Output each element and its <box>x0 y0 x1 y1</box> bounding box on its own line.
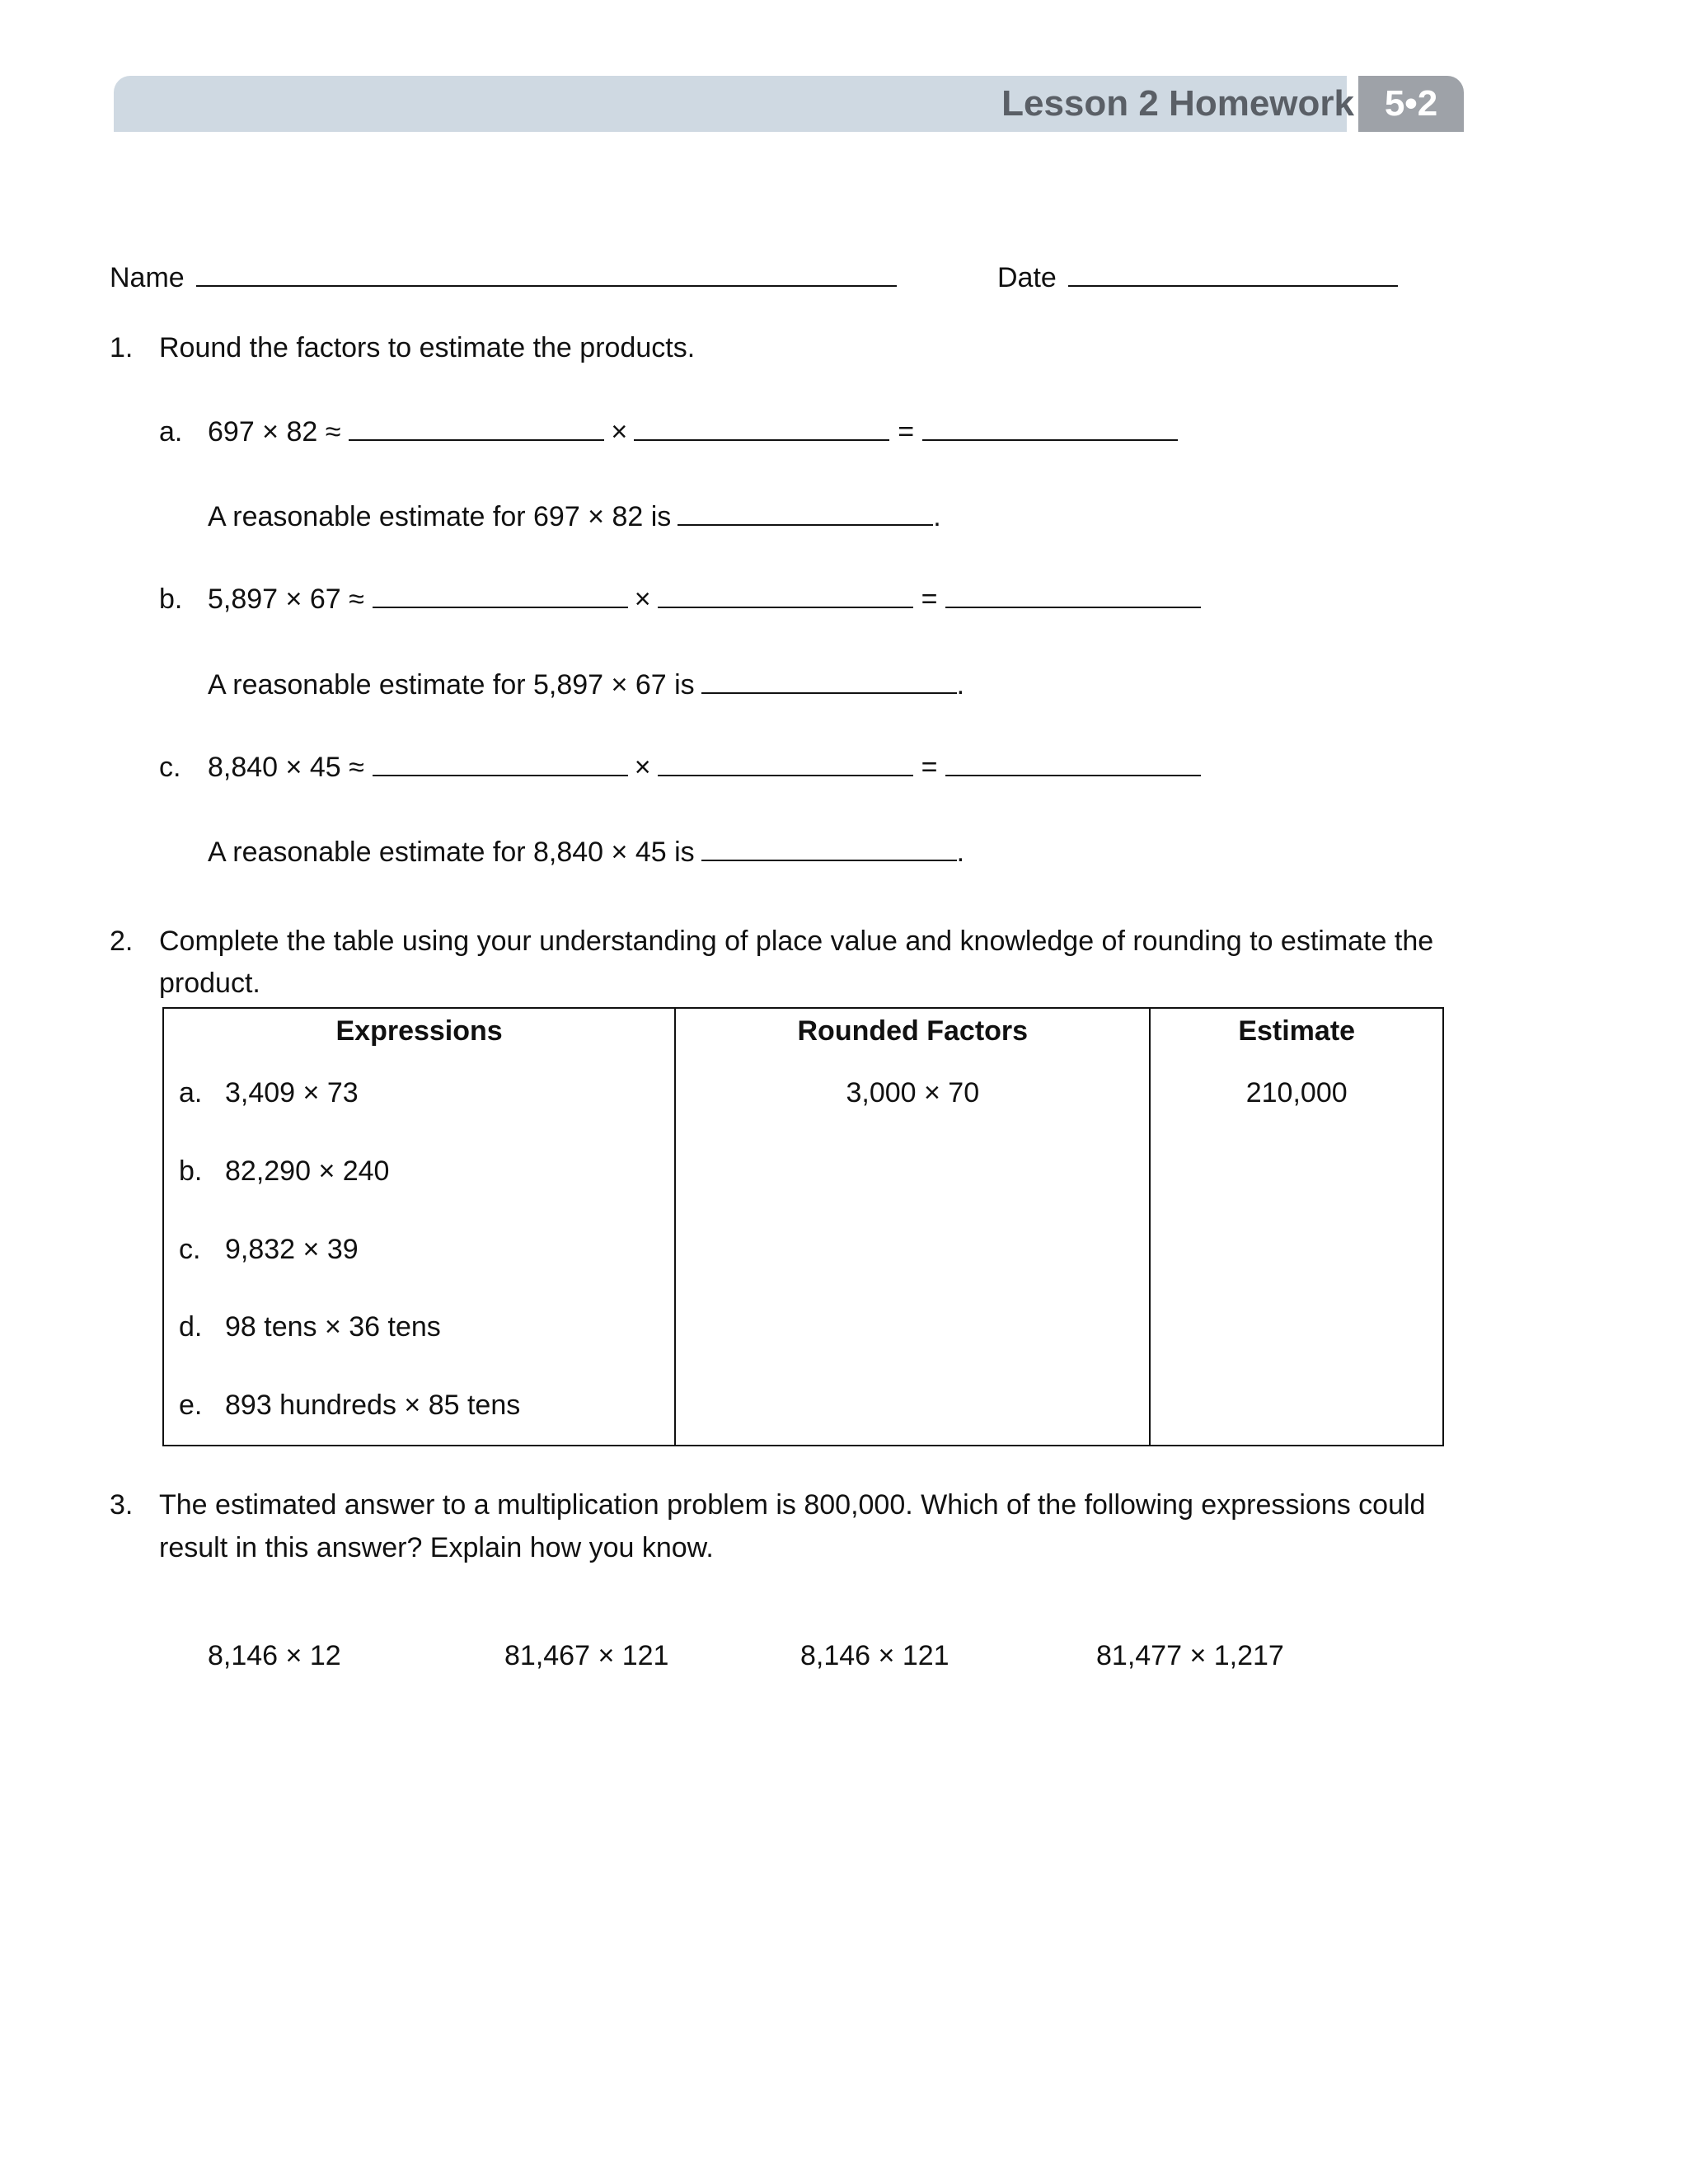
rounded-factors-cell[interactable] <box>675 1211 1150 1289</box>
table-row <box>163 1211 1443 1289</box>
q1a-estimate-row <box>208 501 941 533</box>
module-badge: 5•2 <box>1358 76 1464 132</box>
estimate-cell[interactable] <box>1150 1211 1443 1289</box>
name-field[interactable] <box>196 264 897 287</box>
q1b-expression: 5,897 × 67 ≈ <box>208 583 364 615</box>
name-label: Name <box>110 262 185 293</box>
q1b-estimate-text: A reasonable estimate for 5,897 × 67 is <box>208 669 695 701</box>
q1a-expression: 697 × 82 ≈ <box>208 416 341 448</box>
expression-cell <box>163 1366 675 1446</box>
q1c-product-field[interactable] <box>945 753 1201 776</box>
times-sign: × <box>634 583 651 615</box>
q1c-label: c. <box>159 752 181 783</box>
q1c-factor2-field[interactable] <box>658 753 913 776</box>
rounded-factors-cell[interactable] <box>675 1132 1150 1211</box>
name-row <box>110 262 897 294</box>
estimate-cell[interactable] <box>1150 1132 1443 1211</box>
q1b-factor2-field[interactable] <box>658 585 913 608</box>
row-label: b. <box>179 1155 203 1187</box>
expression-text: 893 hundreds × 85 tens <box>225 1390 521 1422</box>
q1c-estimate-row <box>208 837 964 869</box>
date-label: Date <box>997 262 1057 293</box>
expression-cell <box>163 1054 675 1132</box>
q1b-equation <box>208 583 1201 616</box>
q3-prompt-line2: result in this answer? Explain how you know. <box>159 1532 714 1563</box>
header-expressions: Expressions <box>163 1008 675 1054</box>
estimate-cell[interactable] <box>1150 1366 1443 1446</box>
equals-sign: = <box>921 752 938 783</box>
q1c-factor1-field[interactable] <box>373 753 628 776</box>
expression-text: 9,832 × 39 <box>225 1233 359 1265</box>
equals-sign: = <box>898 416 915 448</box>
estimate-cell[interactable] <box>1150 1289 1443 1367</box>
rounded-factors-cell[interactable] <box>675 1289 1150 1367</box>
q1a-factor2-field[interactable] <box>634 418 889 441</box>
date-row <box>997 262 1398 294</box>
q3-prompt-line1: The estimated answer to a multiplication problem is 800,000. Which of the following expressions could <box>159 1489 1426 1521</box>
q1b-estimate-field[interactable] <box>701 671 957 694</box>
expression-cell <box>163 1289 675 1367</box>
row-label: c. <box>179 1233 201 1265</box>
rounded-factors-cell[interactable]: 3,000 × 70 <box>675 1054 1150 1132</box>
lesson-title: Lesson 2 Homework <box>1001 83 1354 124</box>
estimation-table <box>162 1007 1444 1446</box>
header-estimate: Estimate <box>1150 1008 1443 1054</box>
q3-option: 81,477 × 1,217 <box>1096 1640 1284 1671</box>
estimate-cell[interactable]: 210,000 <box>1150 1054 1443 1132</box>
table-row <box>163 1054 1443 1132</box>
date-field[interactable] <box>1068 264 1398 287</box>
expression-cell <box>163 1211 675 1289</box>
period: . <box>933 501 941 532</box>
q3-option: 81,467 × 121 <box>504 1640 669 1671</box>
rounded-factors-cell[interactable] <box>675 1366 1150 1446</box>
q1-number: 1. <box>110 332 134 363</box>
q1c-expression: 8,840 × 45 ≈ <box>208 752 364 783</box>
q1c-estimate-text: A reasonable estimate for 8,840 × 45 is <box>208 837 695 868</box>
row-label: a. <box>179 1077 203 1109</box>
q1a-product-field[interactable] <box>922 418 1178 441</box>
q1a-estimate-field[interactable] <box>678 503 933 526</box>
q2-number: 2. <box>110 926 134 957</box>
row-label: d. <box>179 1311 203 1343</box>
table-header-row <box>163 1008 1443 1054</box>
q3-option: 8,146 × 121 <box>800 1640 950 1671</box>
q1a-label: a. <box>159 416 183 448</box>
header-rounded-factors: Rounded Factors <box>675 1008 1150 1054</box>
q2-prompt-line2: product. <box>159 968 260 999</box>
q2-prompt-line1: Complete the table using your understanding of place value and knowledge of rounding to estimate the <box>159 926 1434 957</box>
expression-text: 82,290 × 240 <box>225 1155 390 1187</box>
table-row <box>163 1132 1443 1211</box>
q1a-factor1-field[interactable] <box>349 418 604 441</box>
period: . <box>956 837 965 868</box>
q1b-factor1-field[interactable] <box>373 585 628 608</box>
times-sign: × <box>611 416 628 448</box>
expression-text: 3,409 × 73 <box>225 1077 359 1109</box>
table-row <box>163 1289 1443 1367</box>
times-sign: × <box>634 752 651 783</box>
period: . <box>956 669 965 701</box>
equals-sign: = <box>921 583 938 615</box>
q1b-estimate-row <box>208 669 964 701</box>
expression-cell <box>163 1132 675 1211</box>
q1c-estimate-field[interactable] <box>701 838 957 861</box>
q1b-product-field[interactable] <box>945 585 1201 608</box>
q1c-equation <box>208 752 1201 784</box>
table-row <box>163 1366 1443 1446</box>
q3-option: 8,146 × 12 <box>208 1640 341 1671</box>
q1a-equation <box>208 416 1178 448</box>
q3-number: 3. <box>110 1489 134 1521</box>
q1b-label: b. <box>159 583 183 615</box>
q1a-estimate-text: A reasonable estimate for 697 × 82 is <box>208 501 672 532</box>
row-label: e. <box>179 1390 203 1422</box>
expression-text: 98 tens × 36 tens <box>225 1311 441 1343</box>
q1-prompt: Round the factors to estimate the products. <box>159 332 696 363</box>
